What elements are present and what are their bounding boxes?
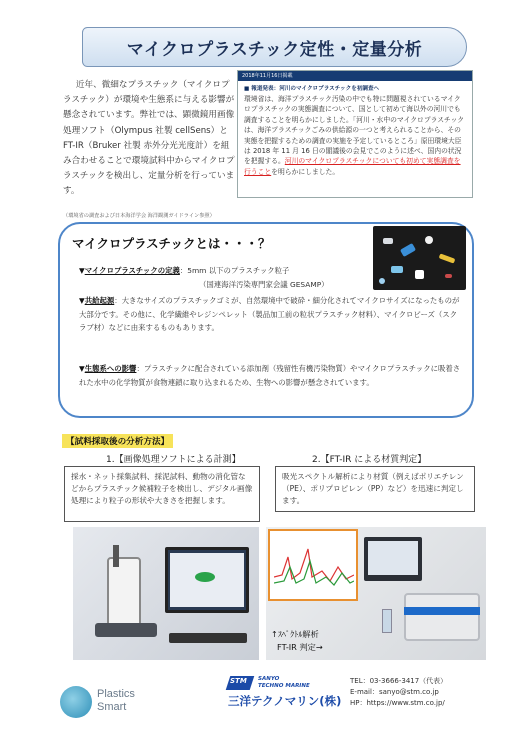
article-body-text: 環境省は、海洋プラスチック汚染の中でも特に問題視されているマイクロプラスチックの実態調査について、国として初めて海以外の河川でも調査することを明らかにしました。「河川・水中のマイクロプラスチックは、海洋プラスチックごみの供給源の一つと考えられることから、その実態を把握するための調査の実施を予定しているところ」原田環境大臣は 2018 年 11 月 16 日の閣議後の会見でこのように述べ、国内の状況を把握する。 xyxy=(244,95,465,166)
fragment-shape xyxy=(400,243,416,257)
definition-key-1: マイクロプラスチックの定義 xyxy=(84,266,180,275)
definition-text-3: ：プラスチックに配合されている添加剤（残留性有機汚染物質）やマイクロプラスチックに吸着された水中の化学物質が食物連鎖に取り込まれるため、生物への影響が懸念されています。 xyxy=(79,364,461,387)
plastics-smart-text-line2: Smart xyxy=(97,701,127,713)
intro-text: 近年、微細なプラスチック（マイクロプラスチック）が環境や生態系に与える影響が懸念されています。弊社では、顕微鏡用画像処理ソフト（Olympus 社製 cellSens）と FT-IR（Bruker 社製 赤外分光光度計）を組み合わせることで環境試料中からマイクロプラスチックを検出し、定量分析を行っています。 xyxy=(63,80,235,197)
definition-sub-1: （国連海洋汚染専門家会議 GESAMP） xyxy=(199,279,329,289)
article-body xyxy=(238,94,472,177)
sample-bottle-shape xyxy=(382,609,392,633)
microplastic-fragments-photo xyxy=(373,226,466,290)
definition-item-2 xyxy=(79,294,463,335)
fragment-shape xyxy=(379,278,385,284)
article-body-end: を明らかにしました。 xyxy=(271,167,340,176)
step2-box: 吸光スペクトル解析により材質（例えばポリエチレン（PE）、ポリプロピレン（PP）など）を迅速に判定します。 xyxy=(275,466,475,512)
microscope-body-shape xyxy=(107,557,141,627)
definition-item-3 xyxy=(79,362,463,389)
bullet-1: ▼ xyxy=(79,266,85,275)
contact-email[interactable]: E-mail：sanyo@stm.co.jp xyxy=(350,688,439,697)
laptop-screen-shape xyxy=(368,541,418,575)
particle-on-screen-shape xyxy=(195,572,215,582)
definition-text-1: ：5mm 以下のプラスチック粒子 xyxy=(179,266,290,275)
microscope-photo xyxy=(73,527,259,660)
article-header: 2018年11月16日掲載 xyxy=(238,71,472,81)
company-name-en-1: SANYO xyxy=(258,676,280,682)
step1-title: 1.【画像処理ソフトによる計測】 xyxy=(106,455,241,465)
caption-ftir: FT-IR 判定→ xyxy=(277,642,323,652)
article-subtitle: ■ 報道発表：河川のマイクロプラスチックを初調査へ xyxy=(244,86,380,92)
plastics-smart-logo xyxy=(60,684,160,720)
spectrum-graph-shape xyxy=(274,537,354,593)
photo-caption xyxy=(271,628,323,654)
company-mark-text: STM xyxy=(230,677,247,685)
contact-hp[interactable]: HP：https://www.stm.co.jp/ xyxy=(350,699,445,708)
definition-item-1 xyxy=(79,264,379,291)
fragment-shape xyxy=(383,238,393,244)
company-name-en-2: TECHNO MARINE xyxy=(258,683,310,689)
page-title: マイクロプラスチック定性・定量分析 xyxy=(126,39,423,60)
company-name-jp: 三洋テクノマリン(株) xyxy=(228,694,342,708)
keyboard-shape xyxy=(169,633,247,643)
fragment-shape xyxy=(415,270,424,279)
analysis-section-label: 【試料採取後の分析方法】 xyxy=(62,434,173,448)
fragment-shape xyxy=(445,274,452,278)
definition-key-2: 共給起源 xyxy=(84,296,115,305)
intro-note: （環境省の調査および日本海洋学会 海洋観測ガイドライン参照） xyxy=(63,213,215,219)
contact-info xyxy=(350,676,447,710)
title-banner xyxy=(82,27,467,67)
bullet-3: ▼ xyxy=(79,364,85,373)
article-highlight: 河川のマイクロプラスチックについても初めて実態調査を行うこと xyxy=(244,157,461,176)
definition-text-2: ：大きなサイズのプラスチックゴミが、自然環境中で破砕・細分化されてマイクロサイズになったものが大部分です。その他に、化学繊維やレジンペレット（製品加工前の粒状プラスチック材料）、マイクロビーズ（スクラブ材）などに由来するものもあります。 xyxy=(79,296,460,333)
microscope-base-shape xyxy=(95,623,157,637)
definition-key-3: 生態系への影響 xyxy=(84,364,137,373)
company-logo xyxy=(228,676,348,716)
fragment-shape xyxy=(391,266,403,273)
plastics-smart-text xyxy=(97,688,135,714)
bullet-2: ▼ xyxy=(79,296,85,305)
plastics-smart-circle-icon xyxy=(60,686,92,718)
ftir-instrument-shape xyxy=(404,593,480,641)
contact-tel: TEL：03-3666-3417（代表） xyxy=(350,677,448,685)
plastics-smart-text-line1: Plastics xyxy=(97,688,135,700)
microscope-arm-shape xyxy=(113,545,119,567)
definition-title: マイクロプラスチックとは・・・？ xyxy=(72,236,271,251)
step1-box: 採水・ネット採集試料、採泥試料、動物の消化管などからプラスチック候補粒子を検出し、デジタル画像処理により粒子の形状や大きさを把握します。 xyxy=(64,466,260,522)
ftir-stripe-shape xyxy=(404,607,480,615)
caption-spectrum: ↑ｽﾍﾟｸﾄﾙ解析 xyxy=(271,629,319,639)
fragment-shape xyxy=(425,236,433,244)
step2-title: 2.【FT-IR による材質判定】 xyxy=(312,455,427,465)
fragment-shape xyxy=(439,253,456,263)
news-article-clipping xyxy=(237,70,473,198)
